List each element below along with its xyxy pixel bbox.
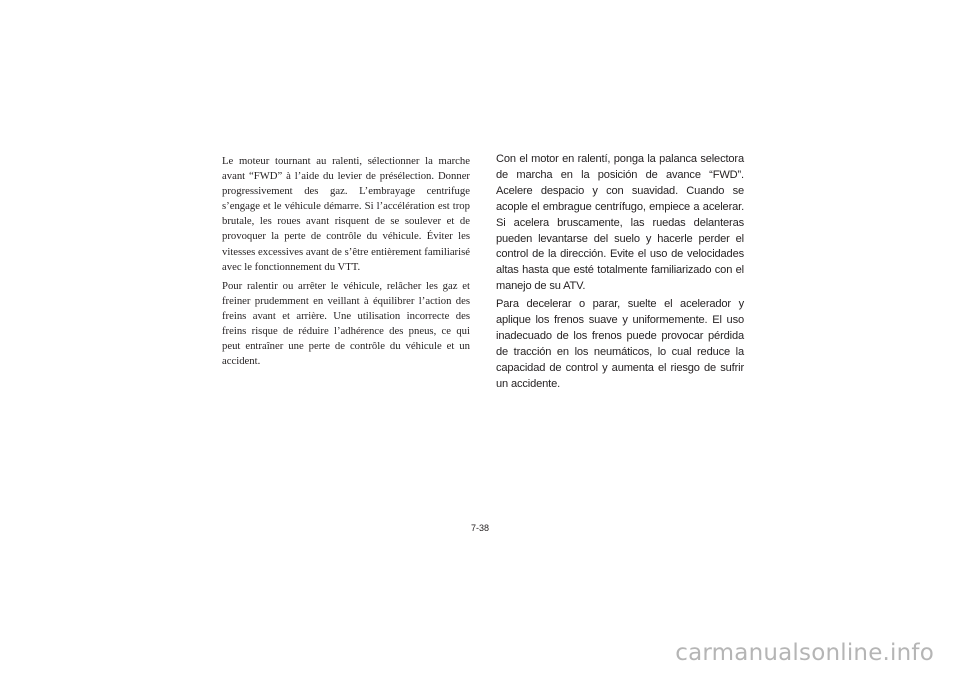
french-paragraph-2: Pour ralentir ou arrêter le véhicule, relâcher les gaz et freiner prudemment en veillant à équilibrer l’action des freins avant et arrière. Une utilisation incorrecte des freins risque de réduire l’adhérence des pneus, ce qui peut entraîner une perte de contrôle du véhicule et un accident. bbox=[222, 279, 470, 368]
page-number: 7-38 bbox=[470, 523, 489, 533]
spanish-column bbox=[496, 152, 744, 395]
spanish-paragraph-2: Para decelerar o parar, suelte el acelerador y aplique los frenos suave y uniformemente. El uso inadecuado de los frenos puede provocar pérdida de tracción en los neumáticos, lo cual reduce la capacidad de control y aumenta el riesgo de sufrir un accidente. bbox=[496, 298, 744, 390]
watermark: carmanualsonline.info bbox=[675, 640, 934, 666]
french-column bbox=[222, 154, 470, 373]
spanish-paragraph-1: Con el motor en ralentí, ponga la palanca selectora de marcha en la posición de avance “FWD”. Acelere despacio y con suavidad. Cuando se acople el embrague centrífugo, empiece a acelerar. Si acelera bruscamente, las ruedas delanteras pueden levantarse del suelo y hacerle perder el control de la dirección. Evite el uso de velocidades altas hasta que esté totalmente familiarizado con el manejo de su ATV. bbox=[496, 153, 744, 293]
french-paragraph-1: Le moteur tournant au ralenti, sélectionner la marche avant “FWD” à l’aide du levier de présélection. Donner progressivement des gaz. L’embrayage centrifuge s’engage et le véhicule démarre. Si l’accélération est trop brutale, les roues avant risquent de se soulever et de provoquer la perte de contrôle du véhicule. Éviter les vitesses excessives avant de s’être entièrement familiarisé avec le fonctionnement du VTT. bbox=[222, 155, 470, 273]
